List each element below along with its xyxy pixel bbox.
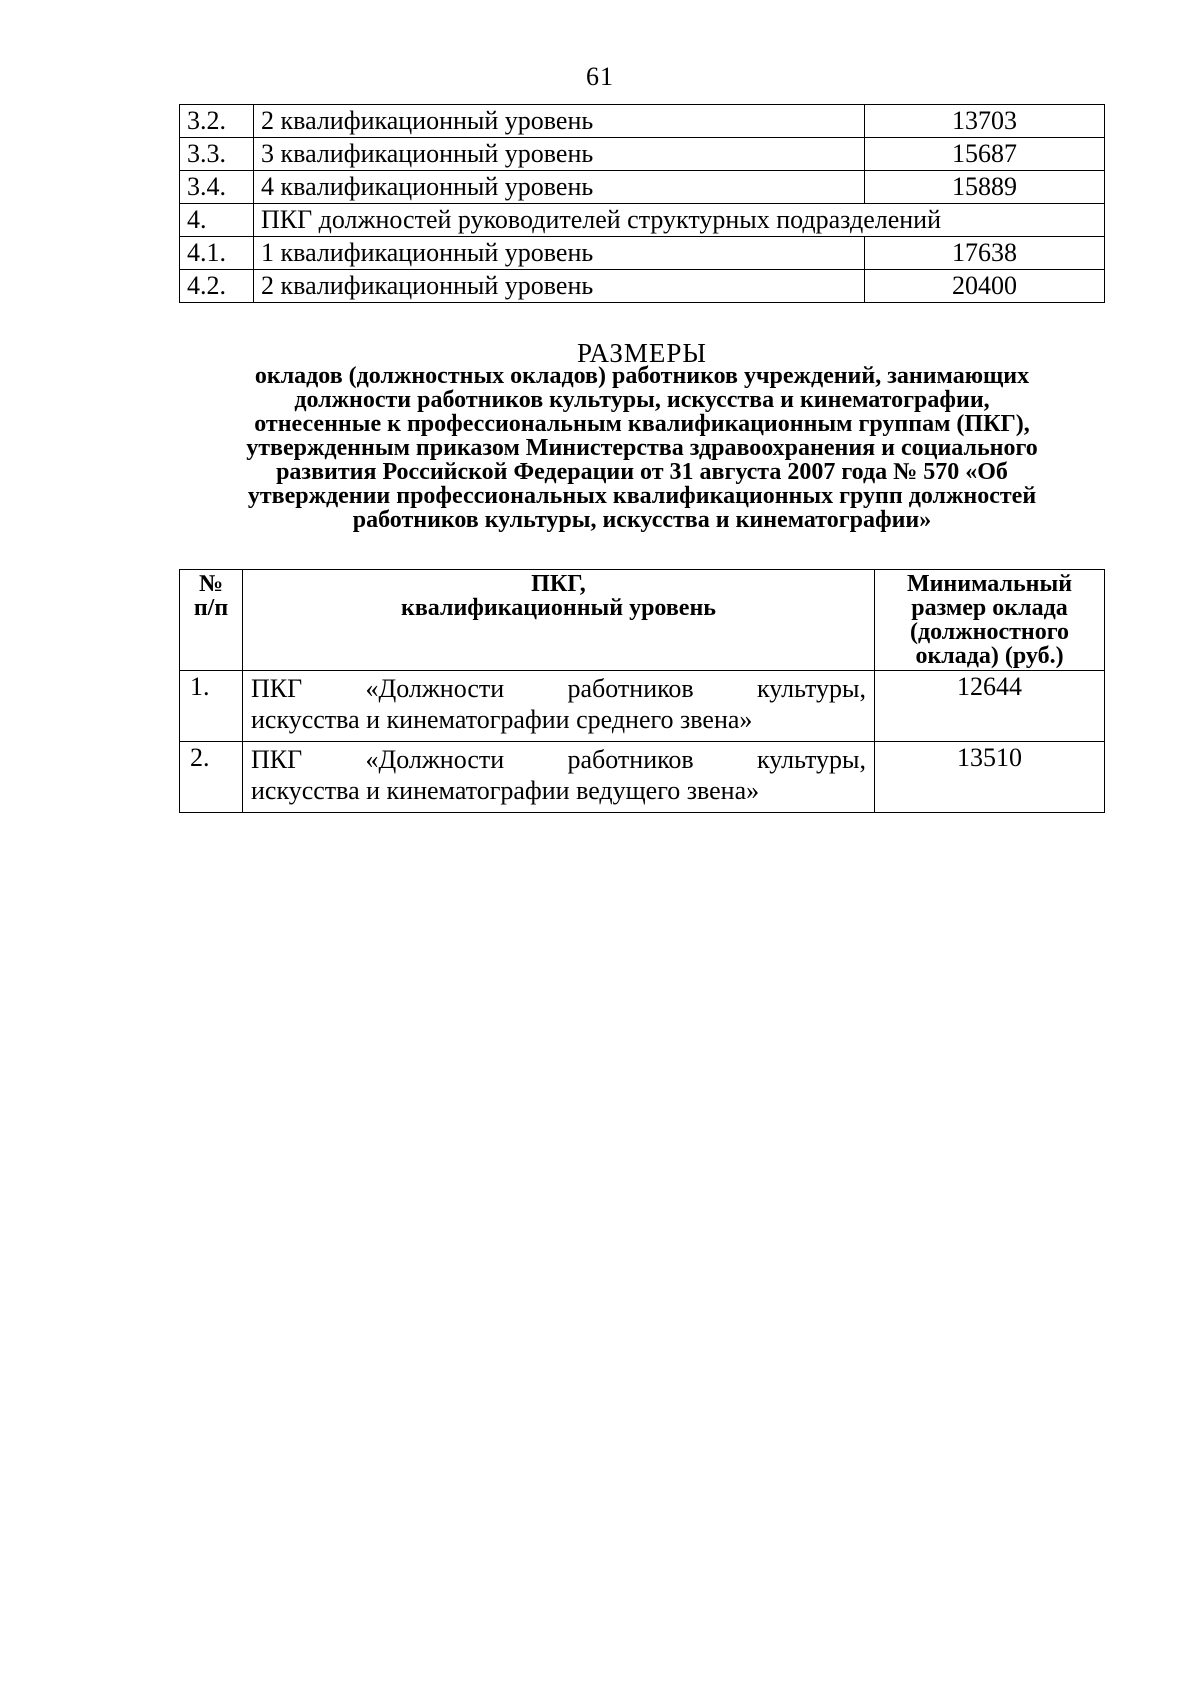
salary-table-continued (179, 104, 1105, 303)
row-number: 3.4. (180, 171, 254, 204)
header-text: размер оклада (911, 595, 1068, 621)
row-number: 4.1. (180, 237, 254, 270)
table-row (180, 742, 1105, 813)
header-text: оклада) (руб.) (915, 643, 1064, 669)
header-text: квалификационный уровень (401, 595, 716, 621)
header-text: п/п (193, 595, 229, 621)
table-row (180, 237, 1105, 270)
subtitle-line: окладов (должностных окладов) работников учреждений, занимающих (254, 363, 1030, 389)
table-row (180, 171, 1105, 204)
row-text: 2 квалификационный уровень (254, 270, 865, 303)
section-title: РАЗМЕРЫ (577, 338, 707, 368)
subtitle-line: должности работников культуры, искусства и кинематографии, (294, 387, 990, 413)
header-text: ПКГ, (531, 571, 586, 597)
row-word: ПКГ (251, 674, 303, 703)
row-word: культуры, (757, 674, 866, 703)
row-value: 15889 (865, 171, 1105, 204)
table-row (180, 270, 1105, 303)
table-row (180, 138, 1105, 171)
row-text-line (251, 673, 866, 704)
row-word: работников (567, 674, 694, 703)
row-text: 2 квалификационный уровень (254, 105, 865, 138)
subtitle-line: развития Российской Федерации от 31 августа 2007 года № 570 «Об (276, 459, 1008, 485)
row-text (243, 671, 875, 742)
row-value: 13510 (875, 742, 1105, 813)
row-number: 3.3. (180, 138, 254, 171)
row-text: ПКГ должностей руководителей структурных подразделений (254, 204, 1105, 237)
row-word: ПКГ (251, 745, 303, 774)
section-subtitle (170, 364, 1114, 532)
table-row (180, 105, 1105, 138)
row-word: «Должности (365, 745, 505, 774)
page-number: 61 (586, 62, 614, 91)
row-text-line: искусства и кинематографии ведущего звена» (251, 776, 760, 805)
table-row-group-heading (180, 204, 1105, 237)
row-word: «Должности (365, 674, 505, 703)
subtitle-line: утвержденным приказом Министерства здравоохранения и социального (246, 435, 1038, 461)
header-text: № (198, 571, 224, 597)
row-number: 2. (180, 742, 243, 813)
row-value: 13703 (865, 105, 1105, 138)
row-text: 1 квалификационный уровень (254, 237, 865, 270)
row-number: 4.2. (180, 270, 254, 303)
header-pkg (243, 570, 875, 671)
row-value: 17638 (865, 237, 1105, 270)
row-text-line: искусства и кинематографии среднего звена» (251, 705, 753, 734)
subtitle-line: утверждении профессиональных квалификационных групп должностей (247, 483, 1037, 509)
row-value: 12644 (875, 671, 1105, 742)
row-number: 1. (180, 671, 243, 742)
header-number (180, 570, 243, 671)
row-text: 3 квалификационный уровень (254, 138, 865, 171)
row-value: 15687 (865, 138, 1105, 171)
row-word: культуры, (757, 745, 866, 774)
header-text: (должностного (909, 619, 1070, 645)
header-text: Минимальный (906, 571, 1073, 597)
header-min-salary (875, 570, 1105, 671)
table-row (180, 671, 1105, 742)
row-number: 4. (180, 204, 254, 237)
subtitle-line: работников культуры, искусства и кинематографии» (352, 507, 932, 533)
salary-table (179, 569, 1105, 813)
row-number: 3.2. (180, 105, 254, 138)
row-text (243, 742, 875, 813)
subtitle-line: отнесенные к профессиональным квалификационным группам (ПКГ), (254, 411, 1030, 437)
row-text: 4 квалификационный уровень (254, 171, 865, 204)
row-value: 20400 (865, 270, 1105, 303)
table-header-row (180, 570, 1105, 671)
row-text-line (251, 744, 866, 775)
row-word: работников (567, 745, 694, 774)
